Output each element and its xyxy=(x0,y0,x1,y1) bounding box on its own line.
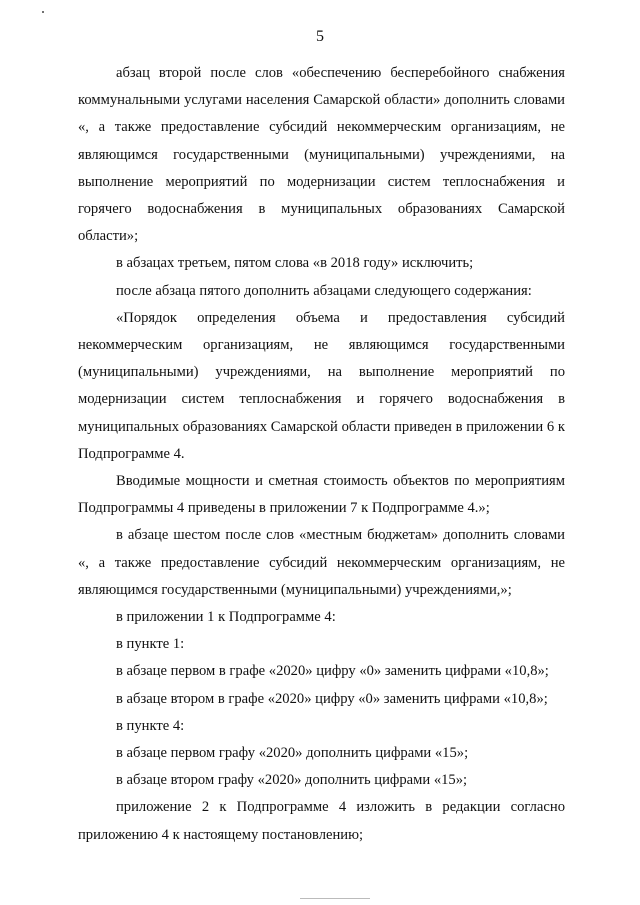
paragraph-8: в пункте 1: xyxy=(116,636,185,653)
paragraph-6: в абзаце шестом после слов «местным бюджетам» дополнить словами «, а также предоставление субсидий некоммерческим организациям, не являющимся государственными (муниципальными) учреждениями,»; xyxy=(78,527,565,598)
paragraph-10: в абзаце втором в графе «2020» цифру «0» заменить цифрами «10,8»; xyxy=(116,690,548,707)
paragraph-7: в приложении 1 к Подпрограмме 4: xyxy=(116,609,336,626)
page-number: 5 xyxy=(316,28,324,45)
paragraph-12: в абзаце первом графу «2020» дополнить цифрами «15»; xyxy=(116,745,469,762)
paragraph-3: после абзаца пятого дополнить абзацами следующего содержания: xyxy=(116,282,532,299)
paragraph-1: абзац второй после слов «обеспечению бесперебойного снабжения коммунальными услугами населения Самарской области» дополнить словами «, а также предоставление субсидий некоммерческим организациям, не являющимся государственными (муниципальными) учреждениями, на выполнение мероприятий по модернизации систем теплоснабжения и горячего водоснабжения в муниципальных образованиях Самарской области»; xyxy=(78,65,565,245)
paragraph-2: в абзацах третьем, пятом слова «в 2018 году» исключить; xyxy=(116,255,474,272)
paragraph-4: «Порядок определения объема и предоставления субсидий некоммерческим организациям, не являющимся государственными (муниципальными) учреждениями, на выполнение мероприятий по модернизации систем теплоснабжения и горячего водоснабжения в муниципальных образованиях Самарской области приведен в приложении 6 к Подпрограмме 4. xyxy=(78,309,565,462)
paragraph-11: в пункте 4: xyxy=(116,717,185,734)
paragraph-9: в абзаце первом в графе «2020» цифру «0» заменить цифрами «10,8»; xyxy=(116,663,549,680)
paragraph-5: Вводимые мощности и сметная стоимость объектов по мероприятиям Подпрограммы 4 приведены в приложении 7 к Подпрограмме 4.»; xyxy=(78,473,565,517)
scan-speck xyxy=(42,11,44,13)
paragraph-13: в абзаце втором графу «2020» дополнить цифрами «15»; xyxy=(116,772,468,789)
document-body xyxy=(78,60,565,849)
paragraph-14: приложение 2 к Подпрограмме 4 изложить в редакции согласно приложению 4 к настоящему постановлению; xyxy=(78,799,565,843)
scan-artifact xyxy=(300,898,370,899)
